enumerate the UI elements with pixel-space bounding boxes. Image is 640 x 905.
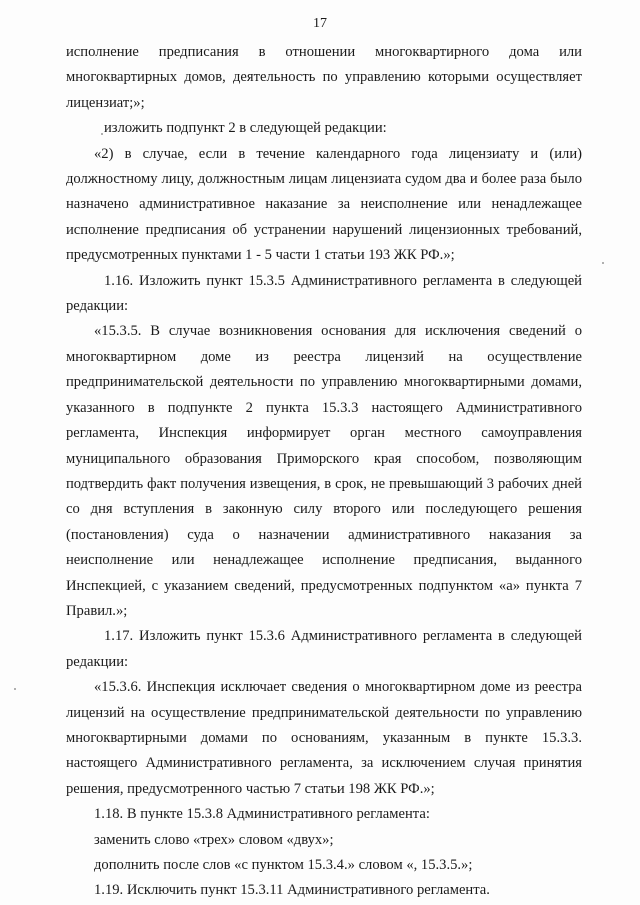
paragraph-clause-15-3-5: «15.3.5. В случае возникновения основания для исключения сведений о многоквартирном доме из реестра лицензий на осуществление предпринимательской деятельности по управлению многоквартирными домами, указанного в подпункте 2 пункта 15.3.3 настоящего Административного регламента, Инспекция информирует орган местного самоуправления муниципального образования Приморского края способом, позволяющим подтвердить факт получения извещения, в срок, не превышающий 3 рабочих дней со дня вступления в законную силу второго или последующего решения (постановления) суда о назначении административного наказания за неисполнение или ненадлежащее исполнение предписания, выданного Инспекцией, с указанием сведений, предусмотренных подпунктом «а» пункта 7 Правил.»; — [66, 323, 582, 619]
document-body — [66, 40, 582, 904]
paragraph-item-1-19: 1.19. Исключить пункт 15.3.11 Административного регламента. — [94, 882, 490, 899]
paragraph-amend-subitem-2: изложить подпункт 2 в следующей редакции: — [104, 120, 387, 137]
paragraph-item-1-18: 1.18. В пункте 15.3.8 Административного регламента: — [94, 806, 430, 823]
paragraph-continuation: исполнение предписания в отношении многоквартирного дома или многоквартирных домов, деятельность по управлению которыми осуществляет лицензиат;»; — [66, 44, 582, 111]
scan-artifact-mark — [14, 688, 16, 690]
scan-artifact-mark — [101, 133, 103, 135]
paragraph-replace-word: заменить слово «трех» словом «двух»; — [94, 831, 334, 848]
paragraph-subitem-2-text: «2) в случае, если в течение календарного года лицензиату и (или) должностному лицу, должностным лицам лицензиата судом два и более раза было назначено административное наказание за неисполнение или ненадлежащее исполнение предписания об устранении нарушений лицензионных требований, предусмотренных пунктами 1 - 5 части 1 статьи 193 ЖК РФ.»; — [66, 145, 582, 264]
paragraph-item-1-17: 1.17. Изложить пункт 15.3.6 Административного регламента в следующей редакции: — [66, 628, 582, 670]
paragraph-clause-15-3-6: «15.3.6. Инспекция исключает сведения о многоквартирном доме из реестра лицензий на осуществление предпринимательской деятельности по управлению многоквартирными домами по основаниям, указанным в пункте 15.3.3. настоящего Административного регламента, за исключением случая принятия решения, предусмотренного частью 7 статьи 198 ЖК РФ.»; — [66, 679, 582, 797]
page-number: 17 — [313, 16, 327, 31]
paragraph-item-1-16: 1.16. Изложить пункт 15.3.5 Административного регламента в следующей редакции: — [66, 272, 582, 315]
scan-artifact-mark — [602, 262, 604, 264]
paragraph-add-after-words: дополнить после слов «с пунктом 15.3.4.» словом «, 15.3.5.»; — [94, 857, 473, 873]
